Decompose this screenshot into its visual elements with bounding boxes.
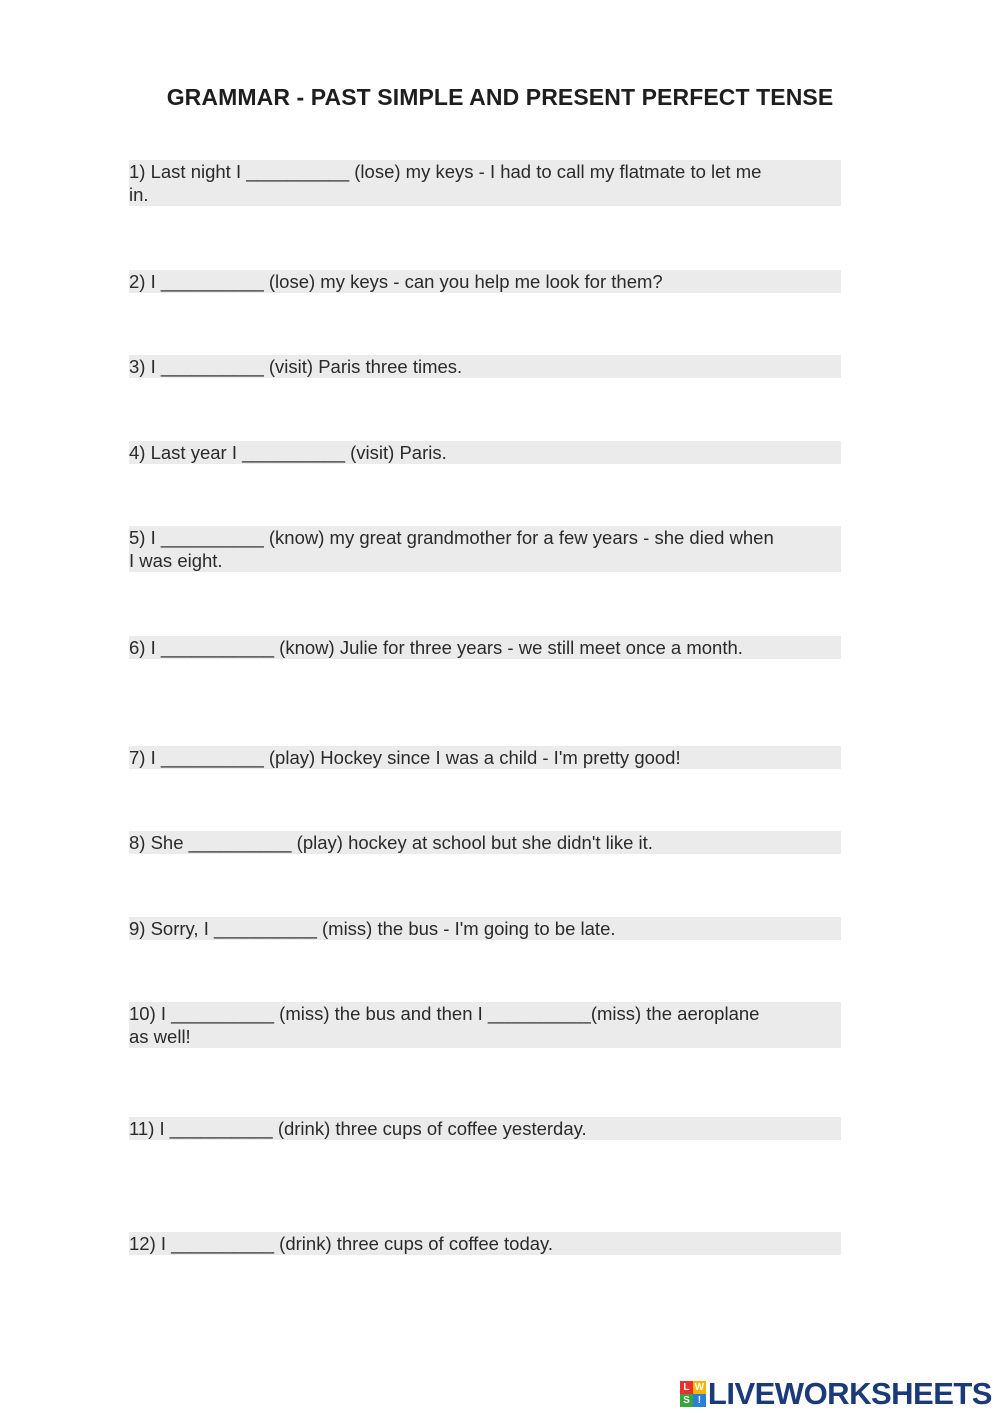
question-10[interactable]: [129, 1002, 841, 1048]
logo-tile-w: W: [694, 1382, 705, 1393]
question-7[interactable]: [129, 746, 841, 769]
question-4-line-1[interactable]: 4) Last year I __________ (visit) Paris.: [129, 441, 841, 464]
question-5-line-2: I was eight.: [129, 549, 841, 572]
question-2-line-1[interactable]: 2) I __________ (lose) my keys - can you help me look for them?: [129, 270, 841, 293]
question-1-line-1[interactable]: 1) Last night I __________ (lose) my keys - I had to call my flatmate to let me: [129, 160, 841, 183]
logo-tile-exclaim: !: [693, 1394, 706, 1407]
question-11[interactable]: [129, 1117, 841, 1140]
question-12[interactable]: [129, 1232, 841, 1255]
question-8-line-1[interactable]: 8) She __________ (play) hockey at school but she didn't like it.: [129, 831, 841, 854]
question-6-line-1[interactable]: 6) I ___________ (know) Julie for three years - we still meet once a month.: [129, 636, 841, 659]
question-11-line-1[interactable]: 11) I __________ (drink) three cups of coffee yesterday.: [129, 1117, 841, 1140]
question-4[interactable]: [129, 441, 841, 464]
page-title: GRAMMAR - PAST SIMPLE AND PRESENT PERFECT TENSE: [166, 84, 834, 110]
brand-wordmark: LIVEWORKSHEETS: [707, 1376, 992, 1411]
question-12-line-1[interactable]: 12) I __________ (drink) three cups of coffee today.: [129, 1232, 841, 1255]
question-3-line-1[interactable]: 3) I __________ (visit) Paris three times.: [129, 355, 841, 378]
logo-tile-l: L: [680, 1381, 693, 1394]
liveworksheets-branding[interactable]: [680, 1376, 992, 1412]
question-8[interactable]: [129, 831, 841, 854]
question-5-line-1[interactable]: 5) I __________ (know) my great grandmother for a few years - she died when: [129, 526, 841, 549]
question-2[interactable]: [129, 270, 841, 293]
question-10-line-1[interactable]: 10) I __________ (miss) the bus and then I __________(miss) the aeroplane: [129, 1002, 841, 1025]
liveworksheets-logo-icon: [680, 1381, 706, 1407]
question-7-line-1[interactable]: 7) I __________ (play) Hockey since I was a child - I'm pretty good!: [129, 746, 841, 769]
question-1-line-2: in.: [129, 183, 841, 206]
question-5[interactable]: [129, 526, 841, 572]
question-9[interactable]: [129, 917, 841, 940]
question-6[interactable]: [129, 636, 841, 659]
question-10-line-2: as well!: [129, 1025, 841, 1048]
logo-tile-s: S: [680, 1394, 693, 1407]
question-1[interactable]: [129, 160, 841, 206]
question-9-line-1[interactable]: 9) Sorry, I __________ (miss) the bus - I'm going to be late.: [129, 917, 841, 940]
question-3[interactable]: [129, 355, 841, 378]
